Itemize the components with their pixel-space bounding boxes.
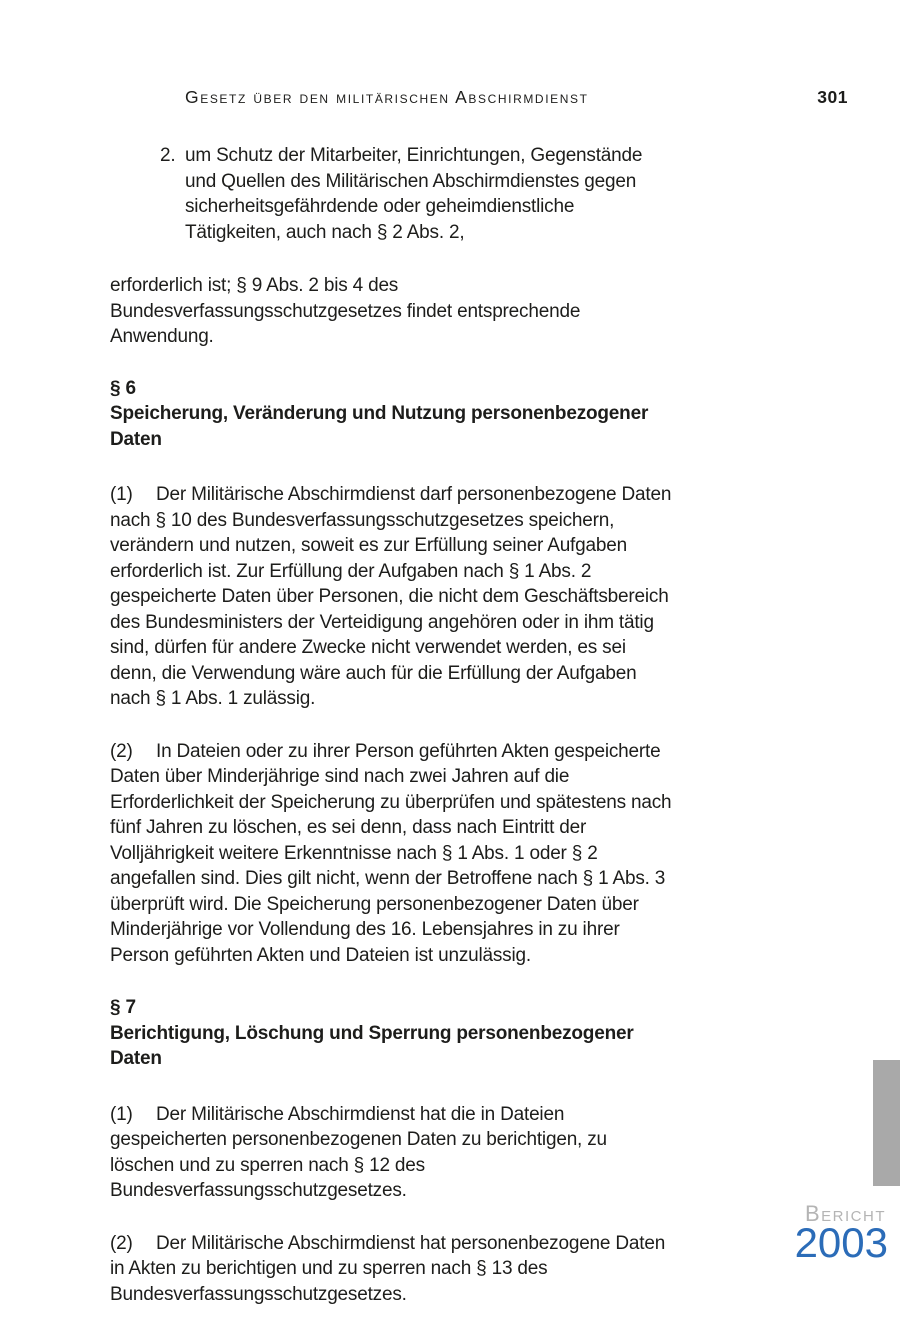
document-title: Gesetz über den militärischen Abschirmdienst: [185, 87, 589, 107]
paragraph-text: Der Militärische Abschirmdienst darf personenbezogene Daten nach § 10 des Bundesverfassungsschutzgesetzes speichern, verändern und nutzen, soweit es zur Erfüllung seiner Aufgaben erforderlich ist. Zur Erfüllung der Aufgaben nach § 1 Abs. 2 gespeicherte Daten über Personen, die nicht dem Geschäftsbereich des Bundesministers der Verteidigung angehören oder in ihm tätig sind, dürfen für andere Zwecke nicht verwendet werden, es sei denn, die Verwendung wäre auch für die Erfüllung der Aufgaben nach § 1 Abs. 1 zulässig.: [110, 484, 672, 709]
page-number: 301: [817, 87, 848, 107]
register-tab-marker: [873, 1060, 900, 1186]
section-7-paragraph-2: [110, 1231, 674, 1308]
paragraph-text: In Dateien oder zu ihrer Person geführten Akten gespeicherte Daten über Minderjährige sind nach zwei Jahren auf die Erforderlichkeit der Speicherung zu überprüfen und spätestens nach fünf Jahren zu löschen, es sei denn, dass nach Eintritt der Volljährigkeit weitere Erkenntnisse nach § 1 Abs. 1 oder § 2 angefallen sind. Dies gilt nicht, wenn der Betroffene nach § 1 Abs. 3 überprüft wird. Die Speicherung personenbezogener Daten über Minderjährige vor Vollendung des 16. Lebensjahres in zu ihrer Person geführten Akten und Dateien ist unzulässig.: [110, 740, 672, 966]
running-header: [185, 87, 848, 108]
section-6-paragraph-1: [110, 482, 674, 712]
section-7-paragraph-1: [110, 1102, 674, 1204]
paragraph-label: (1): [110, 1103, 133, 1125]
list-item: [160, 143, 674, 245]
paragraph-text: Der Militärische Abschirmdienst hat personenbezogene Daten in Akten zu berichtigen und zu sperren nach § 13 des Bundesverfassungsschutzgesetzes.: [110, 1232, 666, 1305]
paragraph-label: (1): [110, 484, 133, 505]
section-7-number: § 7: [110, 997, 136, 1018]
closing-paragraph: erforderlich ist; § 9 Abs. 2 bis 4 des Bundesverfassungsschutzgesetzes findet entsprechende Anwendung.: [110, 275, 581, 347]
list-item-text: um Schutz der Mitarbeiter, Einrichtungen, Gegenstände und Quellen des Militärischen Abschirmdienstes gegen sicherheitsgefährdende oder geheimdienstliche Tätigkeiten, auch nach § 2 Abs. 2,: [185, 145, 643, 243]
report-mark: [794, 1201, 888, 1266]
section-6-paragraph-2: [110, 739, 674, 969]
section-7-title: Berichtigung, Löschung und Sperrung personenbezogener Daten: [110, 1022, 634, 1069]
paragraph-text: Der Militärische Abschirmdienst hat die in Dateien gespeicherten personenbezogenen Daten zu berichtigen, zu löschen und zu sperren nach § 12 des Bundesverfassungsschutzgesetzes.: [110, 1103, 607, 1201]
paragraph-label: (2): [110, 740, 133, 762]
list-item-number: 2.: [160, 145, 176, 166]
section-6-title: Speicherung, Veränderung und Nutzung personenbezogener Daten: [110, 403, 649, 450]
report-label: Bericht: [804, 1201, 886, 1226]
text-column: [110, 143, 674, 1334]
report-year: 2003: [794, 1219, 888, 1266]
section-6-number: § 6: [110, 377, 136, 399]
paragraph-label: (2): [110, 1232, 133, 1254]
